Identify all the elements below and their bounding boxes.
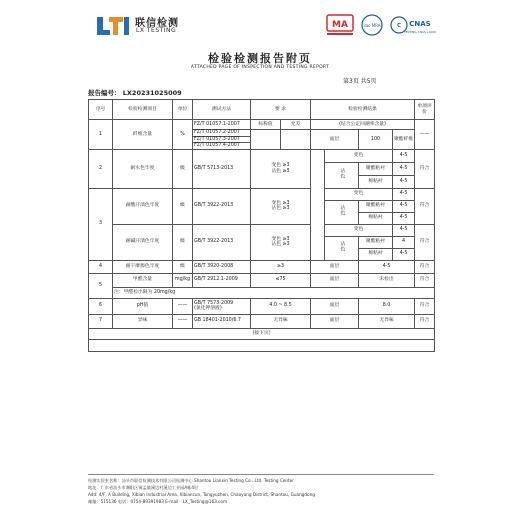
cell-eval: 符合 [415,149,435,188]
cell-note: 注：甲醛检出限为 20mg/kg [113,287,435,298]
cell-item: 纤维含量 [113,120,173,150]
cell-no: 7 [89,314,113,328]
header-no: 序号 [89,100,113,120]
certification-marks [326,12,437,42]
cell-face: 面层 [311,298,359,314]
cell-method: GB/T 3922-2013 [193,188,251,224]
req-line: 沾色 ≥3 [271,168,290,174]
cell-eval: —— [415,120,435,150]
cell-result-value: 4-5 [393,200,415,212]
cell-method: GB/T 3922-2013 [193,224,251,260]
logo-chinese-name: 联信检测 [135,18,179,29]
cell-eval: 符合 [415,273,435,287]
report-number: 报告编号： LX20231025009 [88,89,182,97]
page-number: 第3页 共5页 [343,78,377,85]
table-row [89,120,435,130]
ilac-mra-seal-icon [362,15,382,35]
cell-no: 1 [89,120,113,150]
cell-unit: 级 [173,149,193,188]
cell-result-value: 4-5 [393,248,415,260]
cell-result-value: 无异味 [359,314,415,328]
table-row [89,339,435,351]
table-row [89,273,435,287]
table-row [89,260,435,273]
test-results-table [88,99,435,352]
cell-requirement: ≥3 [251,260,311,273]
cell-face: 面层 [311,260,359,273]
cell-face: 面层 [311,273,359,287]
cell-result-value: 4-5 [393,188,415,200]
table-row [89,298,435,314]
lti-logo-icon [97,15,131,37]
svg-text:C: C [397,23,401,29]
cell-method: GB/T 3920-2008 [193,260,251,273]
cell-item: 耐碱汗渍色牢度 [113,224,173,260]
table-header-row [89,100,435,120]
cell-no: 6 [89,298,113,314]
cell-result-value: 8.0 [359,298,415,314]
cell-result-label: 棉粘衬 [359,212,393,224]
cell-result-value: 4-5 [393,162,415,175]
logo-english-name: LX TESTING [136,27,177,34]
req-line: 变色 ≥3 [271,163,290,169]
cell-item: pH值 [113,298,173,314]
footer-lab-name: 检测实验室名称：汕头市联信检测技术有限公司检测中心 Shantou Lianxin Testing Co., Ltd. Testing Center [88,478,294,483]
cell-item: 异味 [113,314,173,328]
req-line: 变色 ≥3 [271,200,290,206]
cell-eval: 符合 [415,224,435,260]
cell-result-value: 4 [393,236,415,248]
cell-result-value: 未检出 [359,273,415,287]
cell-result-value: 4-5 [393,175,415,188]
svg-text:TESTING CNAS L0000: TESTING CNAS L0000 [403,30,437,34]
footer-address-en: Add: 4/F, A Building, Xibian Industrial Area, Xibiancun, Tongyuzhen, Chaoyang District, Shantou, Guangdong [88,492,315,497]
table-row [89,314,435,328]
cell-result-label: 聚酯粘衬 [359,200,393,212]
cell-unit: —— [173,314,193,328]
cell-result-label: 聚酯粘衬 [359,236,393,248]
header-item: 检验检测项目 [113,100,173,120]
cma-seal-icon [327,15,353,35]
cell-item: 甲醛含量 [113,273,173,287]
cell-no: 3 [89,188,113,260]
table-row [89,188,435,200]
header-requirement: 要 求 [251,100,311,120]
cell-unit: 级 [173,224,193,260]
cell-requirement [251,149,311,188]
cell-result-label: 聚酯粘衬 [359,162,393,175]
header-result: 检验检测结果 [311,100,415,120]
svg-text:ilac-MRA: ilac-MRA [363,23,381,28]
cell-unit: 级 [173,260,193,273]
cell-requirement [251,188,311,224]
cell-stain: 沾色 [325,162,359,188]
table-row [89,149,435,162]
cell-stain: 沾色 [325,200,359,224]
cell-method: GB/T 5713-2013 [193,149,251,188]
cell-result-label: 变色 [325,149,393,162]
cell-face: 面层 [311,314,359,328]
table-row [89,224,435,236]
cell-requirement [251,224,311,260]
cell-method: FZ/T 01057.4-2007 [193,143,251,150]
svg-text:MA: MA [332,20,348,30]
cell-eval: 符合 [415,314,435,328]
cell-face-value: 100 [359,130,393,150]
footer-contact: 邮编：515136 电话：0754-89391983 E-mail：LX_Testing@163.com [88,499,228,504]
cell-no: 4 [89,260,113,273]
cell-stain: 沾色 [325,236,359,260]
cell-requirement: 4.0 ~ 8.5 [251,298,311,314]
cell-unit: 级 [173,188,193,224]
cell-result-value: 4-5 [393,224,415,236]
cell-method: GB/T 7573-2009 (氯化钾溶液) [193,298,251,314]
cnas-seal-icon [391,17,436,34]
cell-no: 2 [89,149,113,188]
req-line: 沾色 ≥3 [271,242,290,248]
table-row [89,328,435,339]
cell-result-label: 变色 [325,188,393,200]
cell-result-value: 4-5 [359,260,415,273]
cell-item: 耐酸汗渍色牢度 [113,188,173,224]
cell-req-tolerance: 允差 [281,120,311,130]
cell-unit: —— [173,298,193,314]
cell-requirement: ≤75 [251,273,311,287]
cell-face-fiber: 聚酯纤维 [393,130,415,150]
cell-method: FZ/T 01057.2-2007 [193,130,251,137]
header-evaluation: 单项评价 [415,100,435,120]
cell-eval: 符合 [415,188,435,224]
header-unit: 单位 [173,100,193,120]
page-title: 检验检测报告附页 [208,52,312,65]
cell-item: 耐水色牢度 [113,149,173,188]
cell-method: GB 18401-2010/6.7 [193,314,251,328]
cell-item: 耐干摩擦色牢度 [113,260,173,273]
cell-no: 5 [89,273,113,298]
cell-requirement: 无异味 [251,314,311,328]
cell-result-label: 棉粘衬 [359,175,393,188]
cell-unit: mg/kg [173,273,193,287]
table-blank-row [89,339,435,351]
cell-eval: 符合 [415,298,435,314]
cell-method: GB/T 2912.1-2009 [193,273,251,287]
cell-result-label: 变色 [325,224,393,236]
cell-method: FZ/T 01057.1-2007 [193,120,251,130]
cell-face-label: 面层 [311,130,359,150]
table-row [89,287,435,298]
footer-divider [88,474,434,475]
cell-unit: % [173,120,193,150]
req-line: 变色 ≥3 [271,236,290,242]
cell-result-label: 棉粘衬 [359,248,393,260]
cell-method: FZ/T 01057.3-2007 [193,136,251,143]
header-method: 测试方法 [193,100,251,120]
svg-text:CNAS: CNAS [409,20,431,28]
footer-address-cn: 地址：广东省汕头市潮阳区铜盂镇溪边村溪边工业园A栋4层 [88,485,199,490]
cell-result-value: 4-5 [393,149,415,162]
page-subtitle: ATTACHED PAGE OF INSPECTION AND TESTING REPORT [190,65,330,70]
req-line: 沾色 ≥3 [271,206,290,212]
cell-result-value: 4-5 [393,212,415,224]
cell-result-note: (结合公定回潮率含量) [311,120,415,130]
continued-note: (接下页) [89,328,435,339]
cell-req-nominal: 标称值 [251,120,281,130]
cell-eval: 符合 [415,260,435,273]
